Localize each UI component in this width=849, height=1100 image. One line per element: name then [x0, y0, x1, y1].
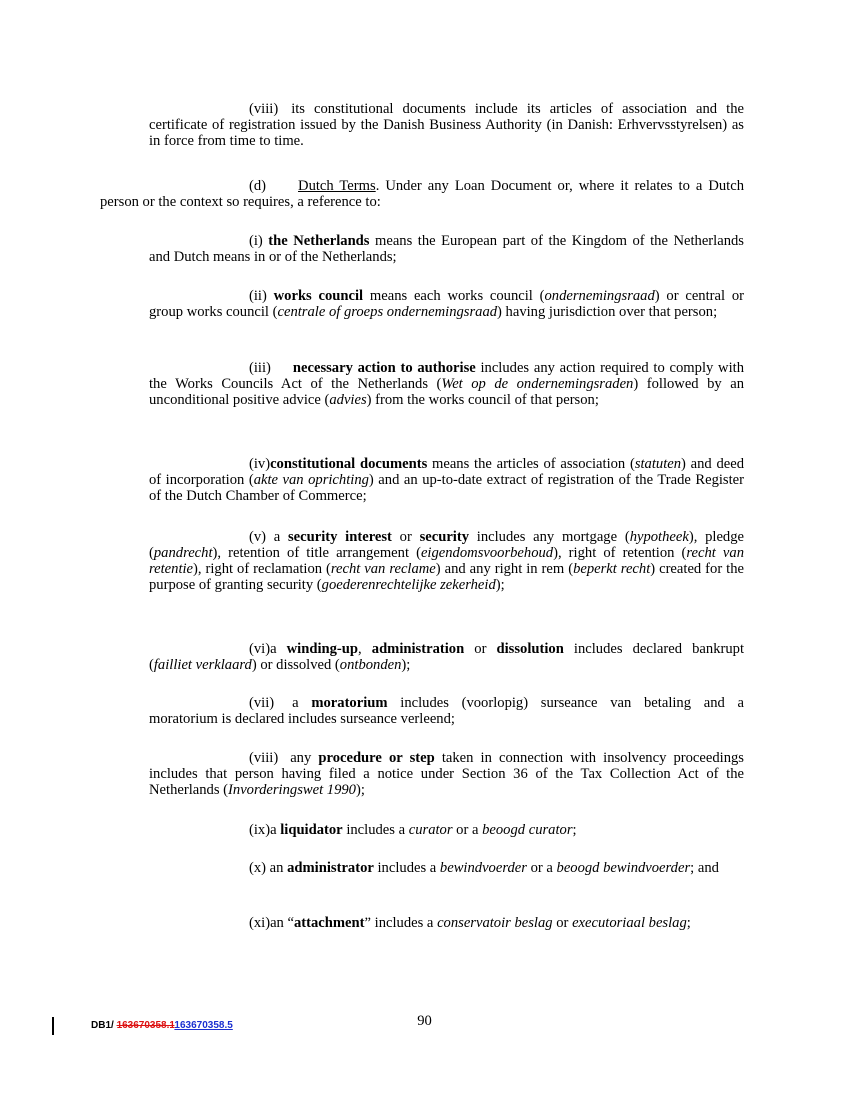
document-reference: DB1/ 163670358.1163670358.5	[91, 1020, 233, 1031]
clause-iv: (iv)constitutional documents means the articles of association (statuten) and deed of incorporation (akte van oprichting) and an up-to-date extract of registration of the Trade Register of the Dutch Chamber of Commerce;	[149, 456, 745, 504]
clause-i: (i) the Netherlands means the European part of the Kingdom of the Netherlands and Dutch means in or of the Netherlands;	[149, 233, 744, 265]
clause-v: (v) a security interest or security includes any mortgage (hypotheek), pledge (pandrecht), retention of title arrangement (eigendomsvoorbehoud), right of retention (recht van retentie), right of reclamation (recht van reclame) and any right in rem (beperkt recht) created for the purpose of granting security (goederenrechtelijke zekerheid);	[149, 529, 744, 593]
defined-term: liquidator	[280, 822, 343, 838]
old-reference: 163670358.1	[116, 1020, 175, 1031]
new-reference: 163670358.5	[174, 1020, 233, 1031]
defined-term: administrator	[287, 860, 374, 876]
clause-vii: (vii) a moratorium includes (voorlopig) surseance van betaling and a moratorium is declared includes surseance verleend;	[149, 695, 744, 727]
clause-x: (x) an administrator includes a bewindvoerder or a beoogd bewindvoerder; and	[249, 860, 719, 876]
clause-vi: (vi)a winding-up, administration or dissolution includes declared bankrupt (failliet verklaard) or dissolved (ontbonden);	[149, 641, 744, 673]
clause-d-dutch-terms: (d) Dutch Terms. Under any Loan Document or, where it relates to a Dutch person or the context so requires, a reference to:	[100, 178, 744, 210]
defined-term: necessary action to authorise	[292, 360, 476, 376]
clause-xi: (xi)an “attachment” includes a conservatoir beslag or executoriaal beslag;	[249, 915, 691, 931]
defined-term: the Netherlands	[268, 233, 370, 249]
defined-term: winding-up	[286, 641, 359, 657]
defined-term: works council	[273, 288, 364, 304]
defined-term: moratorium	[311, 695, 388, 711]
clause-viii-danish: (viii) its constitutional documents include its articles of association and the certificate of registration issued by the Danish Business Authority (in Danish: Erhvervsstyrelsen) as in force from time to time.	[149, 101, 744, 149]
defined-term: attachment	[293, 915, 365, 931]
defined-term: security	[419, 529, 470, 545]
clause-ix: (ix)a liquidator includes a curator or a beoogd curator;	[249, 822, 577, 838]
defined-term: dissolution	[496, 641, 564, 657]
defined-term: constitutional documents	[270, 456, 428, 472]
section-heading: Dutch Terms	[298, 178, 376, 194]
clause-number: (viii)	[249, 101, 279, 117]
defined-term: administration	[371, 641, 465, 657]
defined-term: procedure or step	[318, 750, 435, 766]
page-number: 90	[417, 1013, 432, 1029]
clause-ii: (ii) works council means each works council (ondernemingsraad) or central or group works council (centrale of groeps ondernemingsraad) having jurisdiction over that person;	[149, 288, 744, 320]
clause-viii: (viii) any procedure or step taken in connection with insolvency proceedings includes that person having filed a notice under Section 36 of the Tax Collection Act of the Netherlands (Invorderingswet 1990);	[149, 750, 744, 798]
defined-term: security interest	[288, 529, 392, 545]
clause-iii: (iii) necessary action to authorise includes any action required to comply with the Works Councils Act of the Netherlands (Wet op de ondernemingsraden) followed by an unconditional positive advice (advies) from the works council of that person;	[149, 360, 744, 408]
clause-number: (d)	[249, 178, 267, 194]
